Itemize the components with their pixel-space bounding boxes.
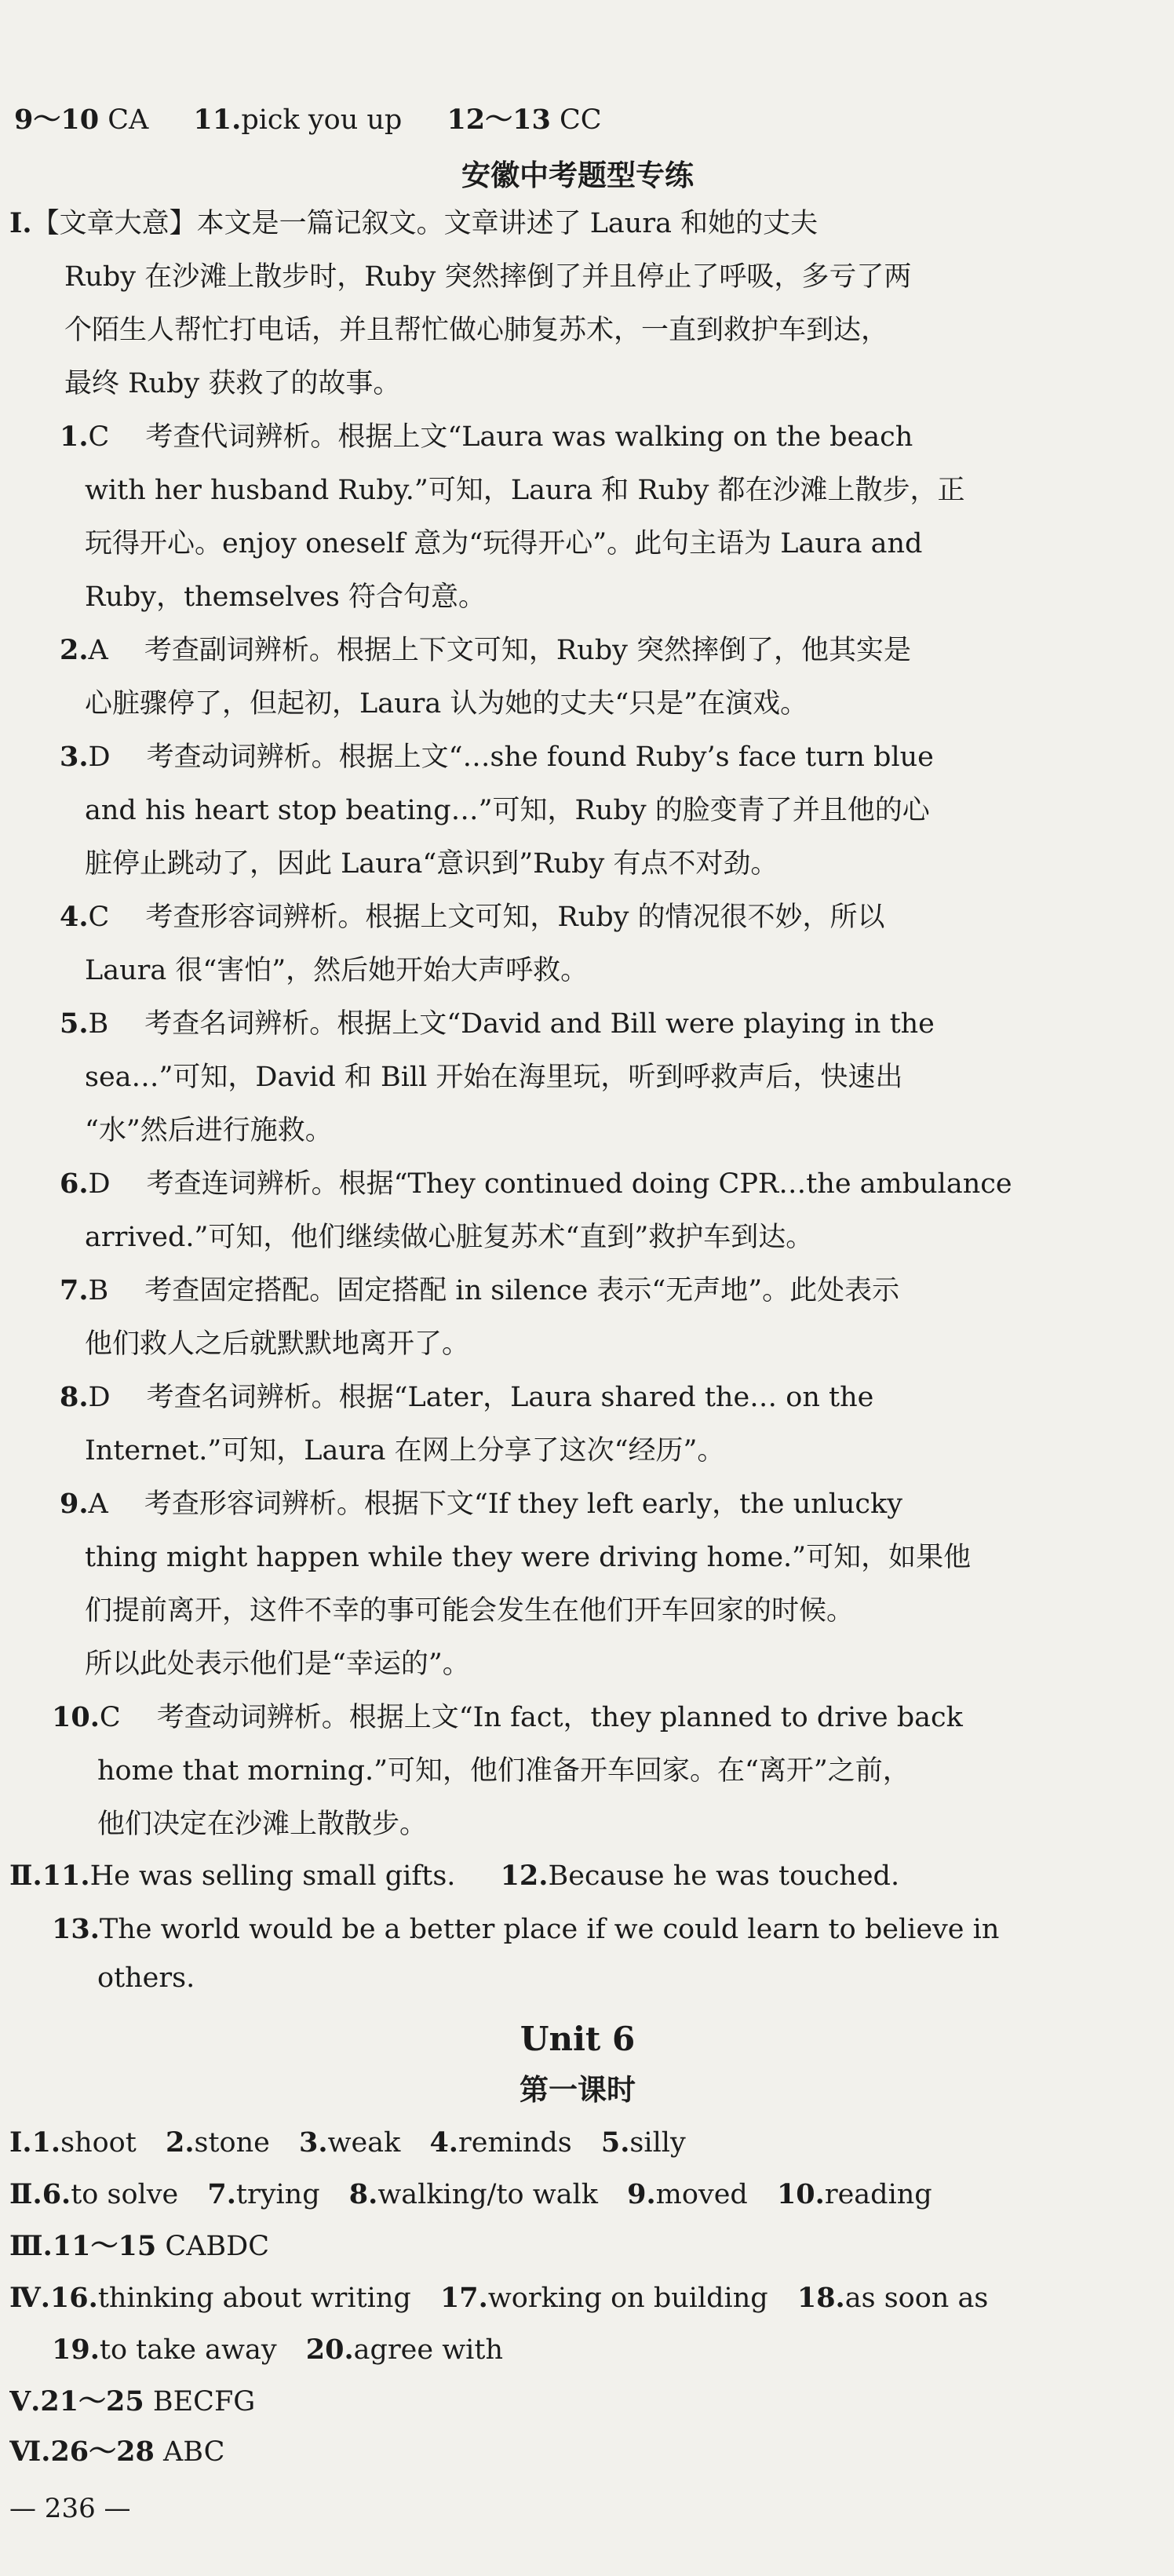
part1-summary-line: 个陌生人帮忙打电话，并且帮忙做心肺复苏术，一直到救护车到达， (64, 315, 889, 346)
answer-item-2: 2.A 考查副词辨析。根据上下文可知，Ruby 突然摔倒了，他其实是 (60, 634, 912, 666)
unit-answer-row-6: Ⅴ.21～25 BECFG (9, 2385, 256, 2418)
part1-summary-line: 最终 Ruby 获救了的故事。 (64, 368, 401, 399)
answer-item-5: 5.B 考查名词辨析。根据上文“David and Bill were playing in the (60, 1007, 935, 1040)
answer-item-line: Internet.”可知，Laura 在网上分享了这次“经历”。 (85, 1435, 725, 1467)
unit-title: Unit 6 (520, 2020, 636, 2058)
unit-answer-row-3: Ⅲ.11～15 CABDC (9, 2230, 269, 2262)
answer-item-line: thing might happen while they were driving home.”可知，如果他 (85, 1542, 972, 1573)
answer-item-line: 玩得开心。enjoy oneself 意为“玩得开心”。此句主语为 Laura and (85, 528, 923, 559)
answer-item-line: with her husband Ruby.”可知，Laura 和 Ruby 都在沙滩上散步，正 (85, 475, 965, 506)
answer-item-3: 3.D 考查动词辨析。根据上文“…she found Ruby’s face turn blue (60, 741, 934, 773)
unit-answer-row-2: Ⅱ.6.to solve 7.trying 8.walking/to walk 9.moved 10.reading (9, 2178, 932, 2210)
answer-item-4: 4.C 考查形容词辨析。根据上文可知，Ruby 的情况很不妙，所以 (60, 901, 885, 933)
answer-item-line: others. (97, 1962, 195, 1994)
answer-item-line: 心脏骤停了，但起初，Laura 认为她的丈夫“只是”在演戏。 (85, 688, 808, 720)
answer-item-line: 脏停止跳动了，因此 Laura“意识到”Ruby 有点不对劲。 (85, 848, 778, 880)
answer-item-line: Laura 很“害怕”，然后她开始大声呼救。 (85, 955, 589, 986)
answer-item-1: 1.C 考查代词辨析。根据上文“Laura was walking on the beach (60, 421, 913, 453)
page-number: — 236 — (9, 2493, 131, 2524)
answer-item-line: home that morning.”可知，他们准备开车回家。在“离开”之前， (97, 1755, 910, 1787)
answer-item-line: arrived.”可知，他们继续做心脏复苏术“直到”救护车到达。 (85, 1222, 814, 1253)
answer-item-line: 们提前离开，这件不幸的事可能会发生在他们开车回家的时候。 (85, 1595, 855, 1627)
answer-item-6: 6.D 考查连词辨析。根据“They continued doing CPR…the ambulance (60, 1168, 1012, 1200)
lesson-title: 第一课时 (520, 2072, 636, 2107)
answer-item-line: Ruby，themselves 符合句意。 (85, 581, 487, 613)
unit-answer-row-1: Ⅰ.1.shoot 2.stone 3.weak 4.reminds 5.silly (9, 2126, 686, 2159)
unit-answer-row-4: Ⅳ.16.thinking about writing 17.working on building 18.as soon as (9, 2282, 989, 2314)
part2-line: Ⅱ.11.He was selling small gifts. 12.Because he was touched. (9, 1860, 900, 1892)
answer-item-line: and his heart stop beating…”可知，Ruby 的脸变青了并且他的心 (85, 795, 930, 826)
unit-answer-row-7: Ⅵ.26～28 ABC (9, 2436, 225, 2468)
unit-answer-row-5: 19.to take away 20.agree with (52, 2334, 503, 2366)
top-answer-line: 9～10 CA 11.pick you up 12～13 CC (14, 104, 602, 136)
answer-item-10: 10.C 考查动词辨析。根据上文“In fact，they planned to drive back (52, 1701, 963, 1733)
answer-item-line: 所以此处表示他们是“幸运的”。 (85, 1649, 470, 1680)
answer-item-line: 他们救人之后就默默地离开了。 (85, 1328, 470, 1360)
answer-item-line: 他们决定在沙滩上散散步。 (97, 1809, 428, 1840)
part1-summary-line: Ruby 在沙滩上散步时，Ruby 突然摔倒了并且停止了呼吸，多亏了两 (64, 261, 912, 293)
answer-item-8: 8.D 考查名词辨析。根据“Later，Laura shared the… on the (60, 1381, 874, 1413)
answer-item-9: 9.A 考查形容词辨析。根据下文“If they left early，the unlucky (60, 1488, 903, 1520)
part2-item-13: 13.The world would be a better place if we could learn to believe in (52, 1913, 1000, 1945)
part1-summary-line: Ⅰ.【文章大意】本文是一篇记叙文。文章讲述了 Laura 和她的丈夫 (9, 207, 819, 239)
answer-item-line: sea…”可知，David 和 Bill 开始在海里玩，听到呼救声后，快速出 (85, 1062, 903, 1093)
answer-item-line: “水”然后进行施救。 (85, 1115, 333, 1146)
section-heading: 安徽中考题型专练 (461, 158, 694, 192)
answer-item-7: 7.B 考查固定搭配。固定搭配 in silence 表示“无声地”。此处表示 (60, 1274, 900, 1306)
